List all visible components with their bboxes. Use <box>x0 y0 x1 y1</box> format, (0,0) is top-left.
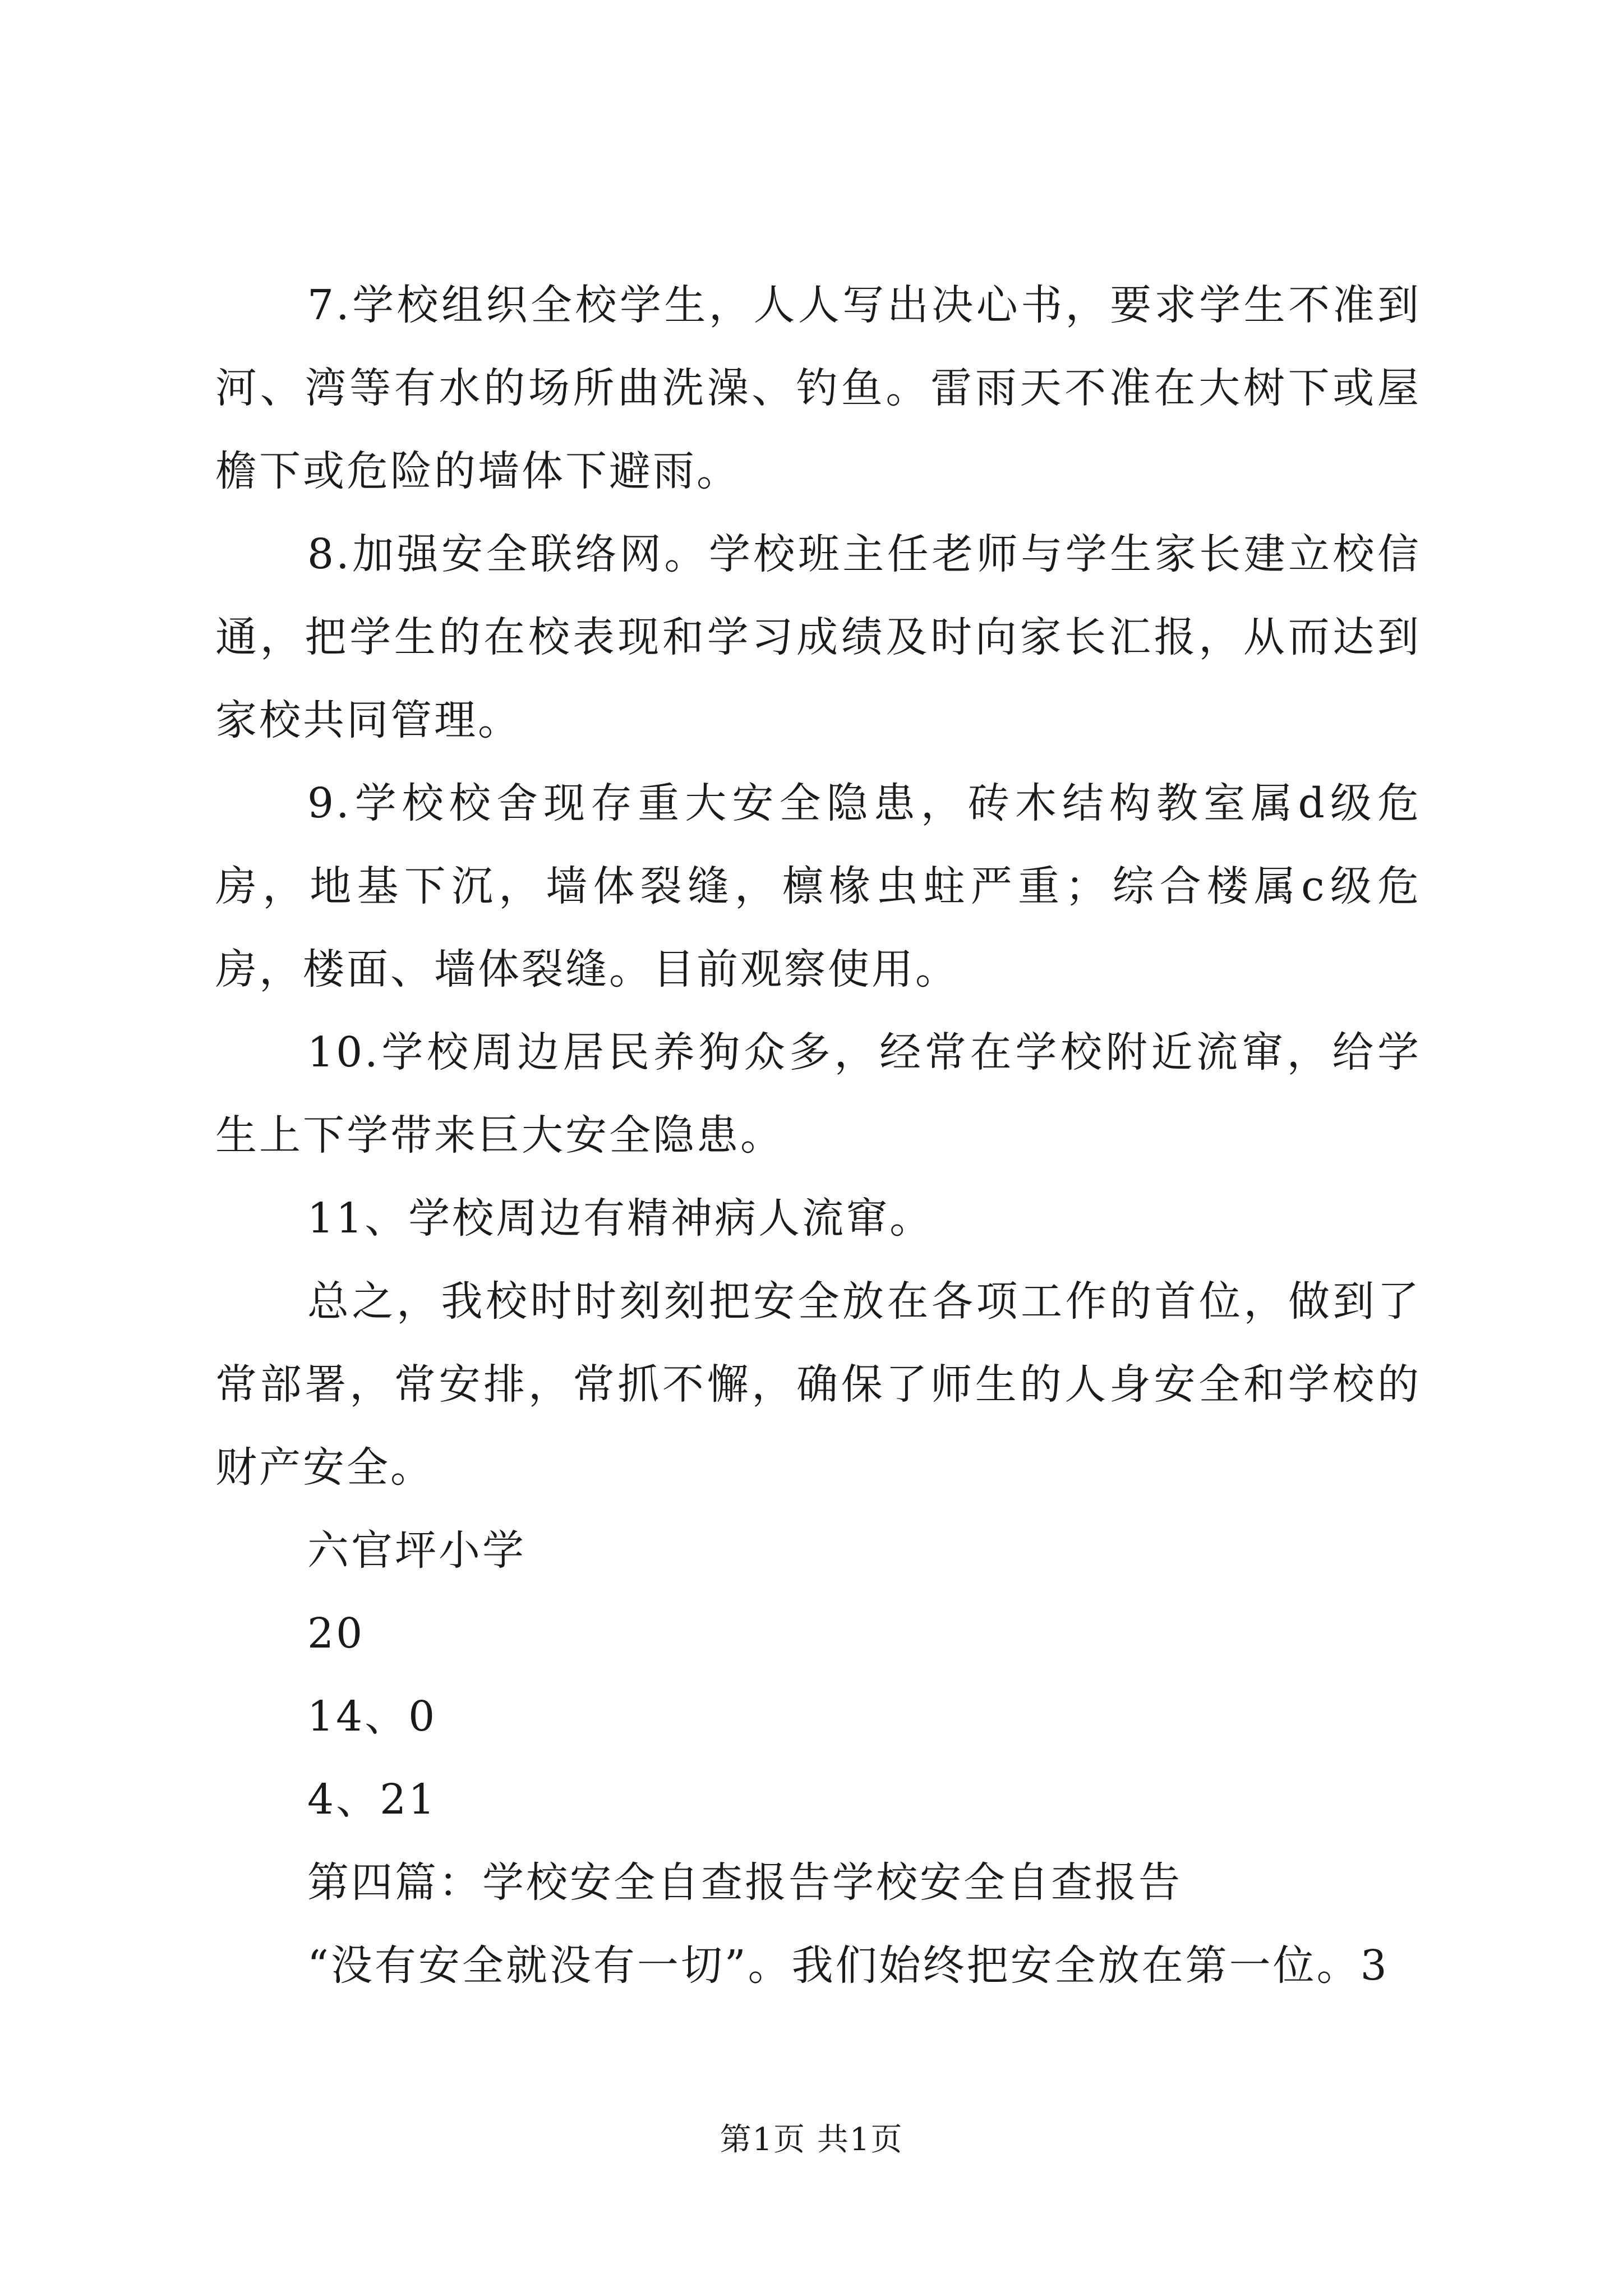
page-footer: 第1页 共1页 <box>720 2122 903 2158</box>
signature-date-line-1: 20 <box>307 1609 365 1658</box>
signature-school: 六官坪小学 <box>307 1526 526 1575</box>
paragraph-item-11: 11、学校周边有精神病人流窜。 <box>307 1194 934 1243</box>
section-first-line: “没有安全就没有一切”。我们始终把安全放在第一位。3 <box>307 1941 1389 1990</box>
paragraph-summary: 总之，我校时时刻刻把安全放在各项工作的首位，做到了常部署，常安排，常抓不懈，确保了师生的人身安全和学校的财产安全。 <box>215 1277 1421 1492</box>
paragraph-item-8: 8.加强安全联络网。学校班主任老师与学生家长建立校信通，把学生的在校表现和学习成绩及时向家长汇报，从而达到家校共同管理。 <box>215 530 1421 744</box>
signature-date-line-3: 4、21 <box>307 1775 437 1824</box>
paragraph-item-10: 10.学校周边居民养狗众多，经常在学校附近流窜，给学生上下学带来巨大安全隐患。 <box>215 1028 1421 1159</box>
paragraph-item-7: 7.学校组织全校学生，人人写出决心书，要求学生不准到河、湾等有水的场所曲洗澡、钓鱼。雷雨天不准在大树下或屋檐下或危险的墙体下避雨。 <box>215 281 1421 495</box>
section-heading: 第四篇：学校安全自查报告学校安全自查报告 <box>307 1858 1182 1907</box>
signature-date-line-2: 14、0 <box>307 1692 437 1741</box>
paragraph-item-9: 9.学校校舍现存重大安全隐患，砖木结构教室属d级危房，地基下沉，墙体裂缝，檩椽虫蛀严重；综合楼属c级危房，楼面、墙体裂缝。目前观察使用。 <box>215 779 1421 993</box>
document-body <box>215 264 1421 2007</box>
